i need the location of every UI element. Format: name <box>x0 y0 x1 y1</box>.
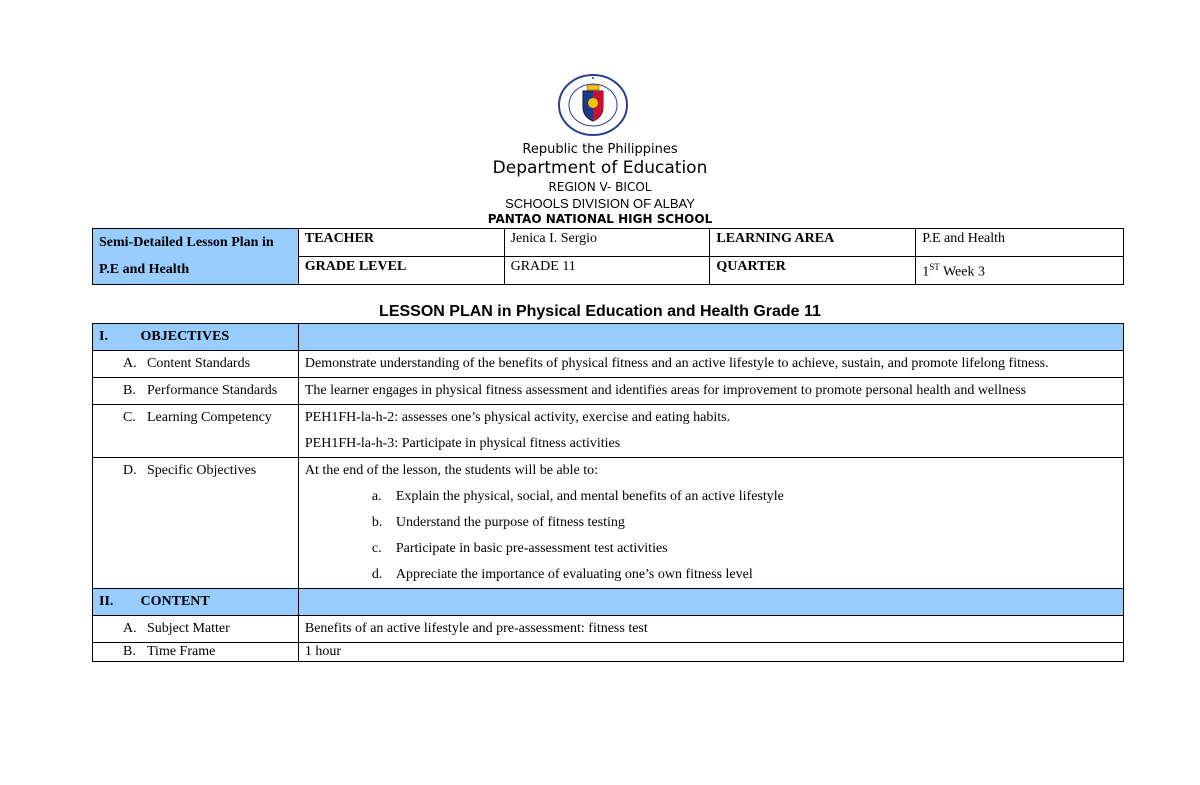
list-item: b. Understand the purpose of fitness testing <box>371 515 625 530</box>
specific-objectives-value <box>298 458 1123 589</box>
learning-competency-value <box>298 405 1123 458</box>
school-name: PANTAO NATIONAL HIGH SCHOOL <box>487 212 713 226</box>
lesson-plan-title: LESSON PLAN in Physical Education and Health Grade 11 <box>379 303 821 320</box>
grade-level-label: GRADE LEVEL <box>298 257 504 285</box>
list-item: c. Participate in basic pre-assessment test activities <box>371 541 668 556</box>
department-title: Department of Education <box>492 158 708 178</box>
list-item: a. Explain the physical, social, and mental benefits of an active lifestyle <box>371 489 784 504</box>
section-number: I. <box>99 329 108 344</box>
learning-area-value: P.E and Health <box>916 229 1124 257</box>
teacher-label: TEACHER <box>298 229 504 257</box>
lesson-plan-table <box>92 323 1124 662</box>
deped-seal <box>556 73 630 137</box>
row-label: A. Content Standards <box>93 351 299 378</box>
republic-line: Republic the Philippines <box>522 142 678 157</box>
section-label: OBJECTIVES <box>140 329 230 344</box>
row-label: D. Specific Objectives <box>93 458 299 589</box>
section-objectives <box>93 324 299 351</box>
lesson-info-table <box>92 228 1124 285</box>
quarter-ordinal: ST <box>929 262 940 272</box>
list-item: d. Appreciate the importance of evaluating one’s own fitness level <box>371 567 753 582</box>
quarter-week: Week 3 <box>939 264 985 280</box>
row-label: A. Subject Matter <box>93 616 299 643</box>
performance-standards-value: The learner engages in physical fitness assessment and identifies areas for improvement to promote personal health and wellness <box>298 378 1123 405</box>
learning-area-label: LEARNING AREA <box>710 229 916 257</box>
competency-line: PEH1FH-la-h-3: Participate in physical fitness activities <box>304 436 621 451</box>
objectives-list <box>305 484 1117 588</box>
content-standards-value: Demonstrate understanding of the benefits of physical fitness and an active lifestyle to achieve, sustain, and promote lifelong fitness. <box>298 351 1123 378</box>
section-content <box>93 589 299 616</box>
row-label: C. Learning Competency <box>93 405 299 458</box>
quarter-value <box>916 257 1124 285</box>
row-label: B. Time Frame <box>93 643 299 662</box>
quarter-number: 1 <box>922 264 930 280</box>
section-label: CONTENT <box>140 594 210 609</box>
competency-line: PEH1FH-la-h-2: assesses one’s physical activity, exercise and eating habits. <box>304 410 731 425</box>
section-number: II. <box>99 594 114 609</box>
row-label: B. Performance Standards <box>93 378 299 405</box>
region-line: REGION V- BICOL <box>548 180 652 194</box>
subject-matter-value: Benefits of an active lifestyle and pre-assessment: fitness test <box>298 616 1123 643</box>
teacher-value: Jenica I. Sergio <box>504 229 710 257</box>
quarter-label: QUARTER <box>710 257 916 285</box>
division-line: SCHOOLS DIVISION OF ALBAY <box>505 196 695 211</box>
plan-label-cell <box>93 229 299 285</box>
objectives-intro: At the end of the lesson, the students will be able to: <box>304 463 599 478</box>
time-frame-value: 1 hour <box>298 643 1123 662</box>
grade-level-value: GRADE 11 <box>504 257 710 285</box>
plan-label: Semi-Detailed Lesson Plan in P.E and Health <box>99 235 274 277</box>
